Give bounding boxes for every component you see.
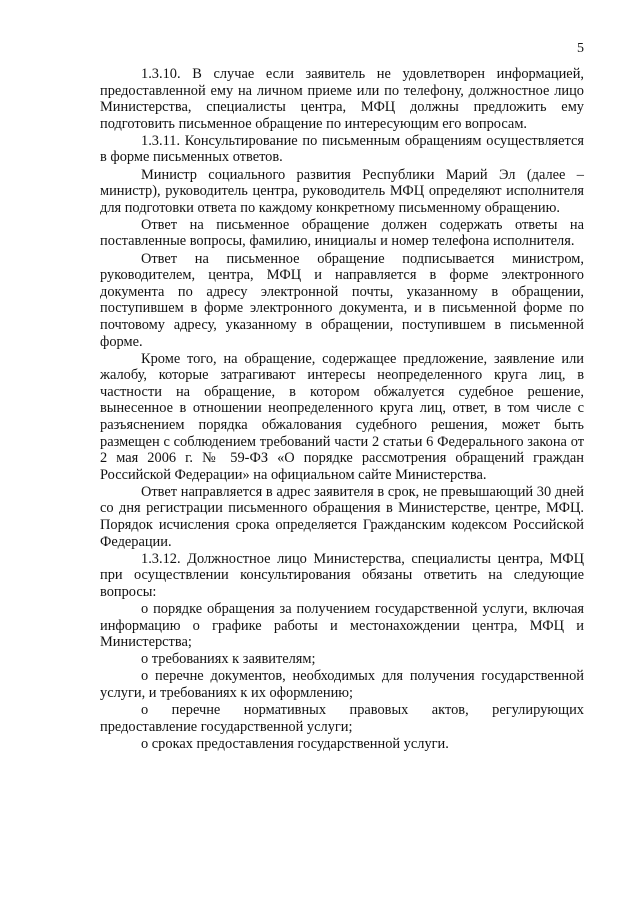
paragraph-answer-signing: Ответ на письменное обращение подписывается министром, руководителем, центра, МФЦ и направляется в форме электронного документа по адресу электронной почты, указанному в обращении, поступившем в форме электронного документа, и в письменной форме по почтовому адресу, указанному в обращении, поступившем в письменной форме. [100,250,584,350]
paragraph-1-3-12: 1.3.12. Должностное лицо Министерства, специалисты центра, МФЦ при осуществлении консультирования обязаны ответить на следующие вопросы: [100,550,584,600]
paragraph-deadline: Ответ направляется в адрес заявителя в срок, не превышающий 30 дней со дня регистрации письменного обращения в Министерстве, центре, МФЦ. Порядок исчисления срока определяется Гражданским кодексом Российской Федерации. [100,483,584,550]
list-item-requirements: о требованиях к заявителям; [141,651,316,668]
list-item-procedure: о порядке обращения за получением государственной услуги, включая информацию о графике работы и местонахождении центра, МФЦ и Министерства; [100,601,584,651]
paragraph-1-3-11: 1.3.11. Консультирование по письменным обращениям осуществляется в форме письменных ответов. [100,132,584,166]
page-number: 5 [577,41,584,56]
list-item-documents: о перечне документов, необходимых для получения государственной услуги, и требованиях к их оформлению; [100,668,584,701]
paragraph-1-3-10: 1.3.10. В случае если заявитель не удовлетворен информацией, предоставленной ему на личном приеме или по телефону, должностное лицо Министерства, специалисты центра, МФЦ должны предложить ему подготовить письменное обращение по интересующим его вопросам. [100,66,584,132]
paragraph-publication: Кроме того, на обращение, содержащее предложение, заявление или жалобу, которые затрагивают интересы неопределенного круга лиц, в частности на обращение, в котором обжалуется судебное решение, вынесенное в отношении неопределенного круга лиц, ответ, в том числе с разъяснением порядка обжалования судебного решения, может быть размещен с соблюдением требований части 2 статьи 6 Федерального закона от 2 мая 2006 г. № 59-ФЗ «О порядке рассмотрения обращений граждан Российской Федерации» на официальном сайте Министерства. [100,350,584,483]
paragraph-minister: Министр социального развития Республики Марий Эл (далее –министр), руководитель центра, руководитель МФЦ определяют исполнителя для подготовки ответа по каждому конкретному письменному обращению. [100,166,584,216]
document-body [100,66,584,753]
paragraph-answer-content: Ответ на письменное обращение должен содержать ответы на поставленные вопросы, фамилию, инициалы и номер телефона исполнителя. [100,216,584,250]
list-item-deadlines: о сроках предоставления государственной услуги. [141,735,449,752]
list-item-legal-acts: о перечне нормативных правовых актов, регулирующих предоставление государственной услуги; [100,702,584,735]
